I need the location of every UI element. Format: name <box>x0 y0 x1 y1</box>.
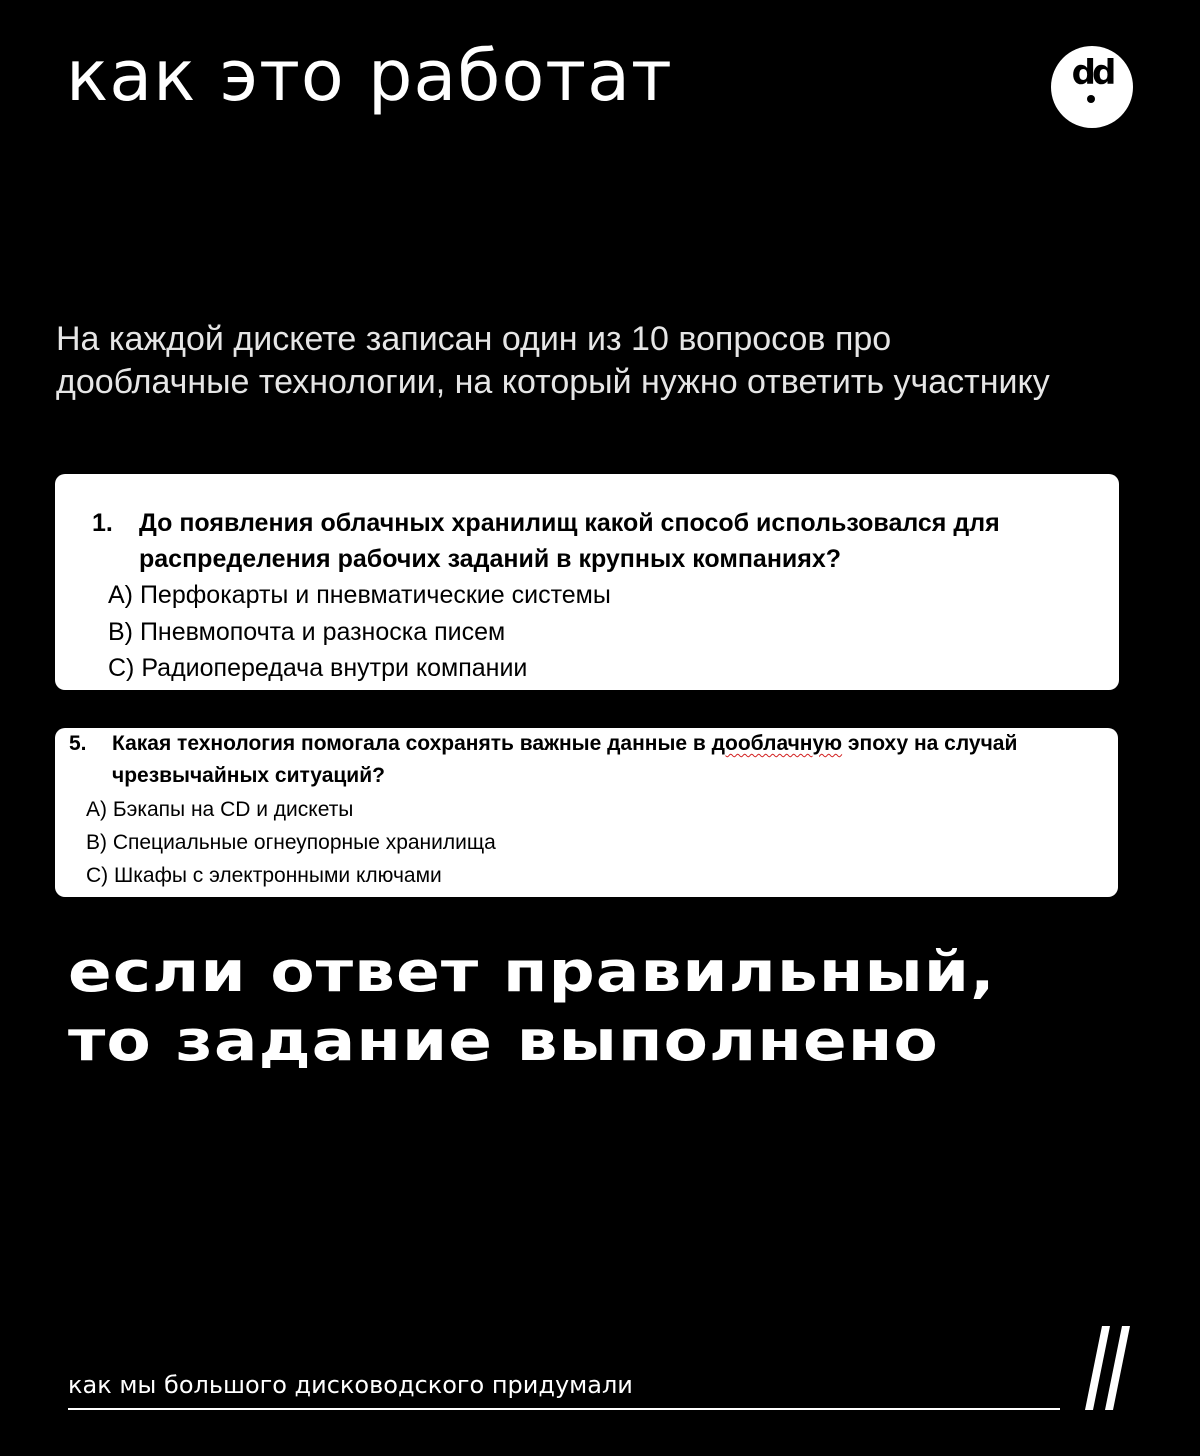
question-5-text: Какая технология помогала сохранять важные данные в дооблачную эпоху на случай чрезвычайных ситуаций? <box>112 732 1018 787</box>
answer-1c: C) Радиопередача внутри компании <box>108 654 528 682</box>
answer-5b: B) Специальные огнеупорные хранилища <box>86 831 496 854</box>
intro-text: На каждой дискете записан один из 10 вопросов про дооблачные технологии, на который нужно ответить участнику <box>56 320 1050 401</box>
dd-logo <box>1051 46 1133 128</box>
svg-text:dd: dd <box>1071 53 1113 93</box>
statement-line-1: если ответ правильный, <box>68 940 996 1005</box>
double-slash-icon <box>1080 1326 1136 1416</box>
logo-mark <box>1051 46 1133 128</box>
answer-1b: B) Пневмопочта и разноска писем <box>108 617 506 646</box>
question-1-text: До появления облачных хранилищ какой способ использовался для распределения рабочих заданий в крупных компаниях? <box>139 509 1000 573</box>
statement-line-2: то задание выполнено <box>68 1009 939 1074</box>
answer-5c: C) Шкафы с электронными ключами <box>86 864 442 887</box>
question-5-row <box>69 728 1112 792</box>
answer-1a: A) Перфокарты и пневматические системы <box>108 581 611 609</box>
question-1-number: 1. <box>92 509 113 537</box>
spellcheck-marked-word: дооблачную <box>711 732 843 755</box>
footer-divider <box>68 1408 1060 1410</box>
result-statement <box>68 938 996 1076</box>
question-5-number: 5. <box>69 732 87 755</box>
page-title: как это работат <box>66 35 673 117</box>
footer-caption: как мы большого дисководского придумали <box>68 1371 633 1399</box>
question-5-answers <box>86 793 496 892</box>
answer-5a: A) Бэкапы на CD и дискеты <box>86 798 354 821</box>
question-1-row <box>92 505 1099 577</box>
question-1-answers <box>108 577 611 687</box>
